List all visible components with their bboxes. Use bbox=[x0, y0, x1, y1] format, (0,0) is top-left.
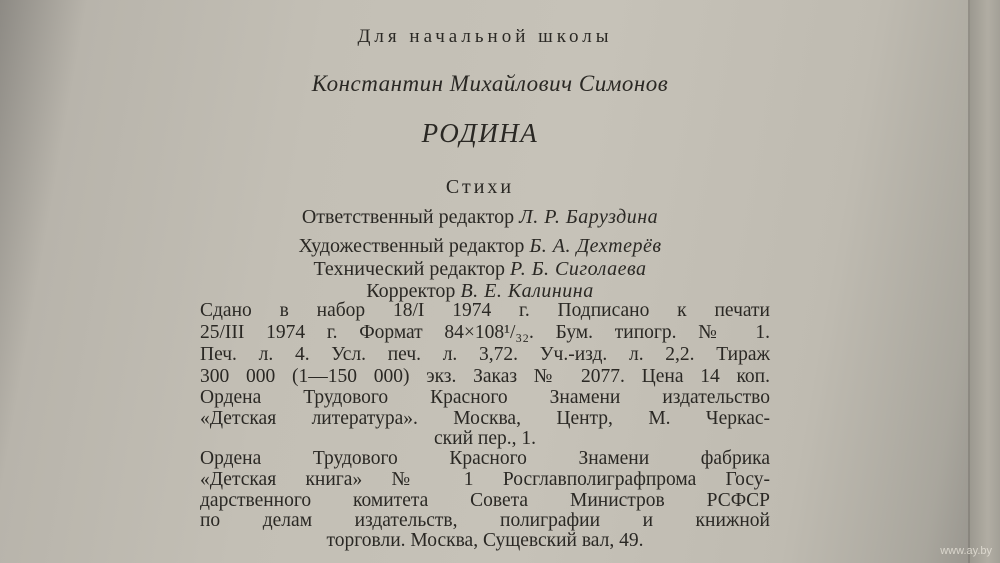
series-title: Для начальной школы bbox=[357, 26, 613, 47]
adjacent-page bbox=[970, 0, 1000, 563]
credit-role: Технический редактор bbox=[313, 258, 505, 280]
imprint-line: Сдано в набор 18/I 1974 г. Подписано к печати bbox=[200, 300, 770, 321]
credit-line bbox=[200, 235, 760, 258]
credit-person: В. Е. Калинина bbox=[460, 280, 594, 302]
book-title: РОДИНА bbox=[421, 118, 539, 148]
watermark-text: www.ay.by bbox=[940, 545, 992, 557]
credit-role: Ответственный редактор bbox=[301, 206, 515, 228]
imprint-line: дарственного комитета Совета Министров РСФСР bbox=[200, 490, 770, 511]
credit-role: Художественный редактор bbox=[298, 235, 525, 257]
imprint-line: Печ. л. 4. Усл. печ. л. 3,72. Уч.-изд. л. 2,2. Тираж bbox=[200, 344, 770, 365]
credit-person: Л. Р. Баруздина bbox=[519, 206, 659, 228]
imprint-line: 300 000 (1—150 000) экз. Заказ № 2077. Цена 14 коп. bbox=[200, 366, 770, 387]
imprint-line: торговли. Москва, Сущевский вал, 49. bbox=[326, 530, 644, 551]
imprint-line: 25/III 1974 г. Формат 84×108¹/₃₂. Бум. типогр. № 1. bbox=[200, 322, 770, 343]
book-genre: Стихи bbox=[445, 176, 515, 198]
credit-person: Р. Б. Сиголаева bbox=[509, 258, 647, 280]
credit-role: Корректор bbox=[366, 280, 456, 302]
credit-line bbox=[200, 258, 760, 281]
author-name: Константин Михайлович Симонов bbox=[311, 71, 669, 96]
imprint-line: по делам издательств, полиграфии и книжной bbox=[200, 510, 770, 531]
imprint-line: «Детская книга» № 1 Росглавполиграфпрома Госу- bbox=[200, 469, 770, 490]
credit-line bbox=[200, 206, 760, 229]
credit-person: Б. А. Дехтерёв bbox=[529, 235, 662, 257]
imprint-line: Ордена Трудового Красного Знамени издательство bbox=[200, 387, 770, 408]
imprint-line: «Детская литература». Москва, Центр, М. Черкас- bbox=[200, 408, 770, 429]
imprint-line: Ордена Трудового Красного Знамени фабрика bbox=[200, 448, 770, 469]
imprint-line: ский пер., 1. bbox=[434, 428, 536, 449]
